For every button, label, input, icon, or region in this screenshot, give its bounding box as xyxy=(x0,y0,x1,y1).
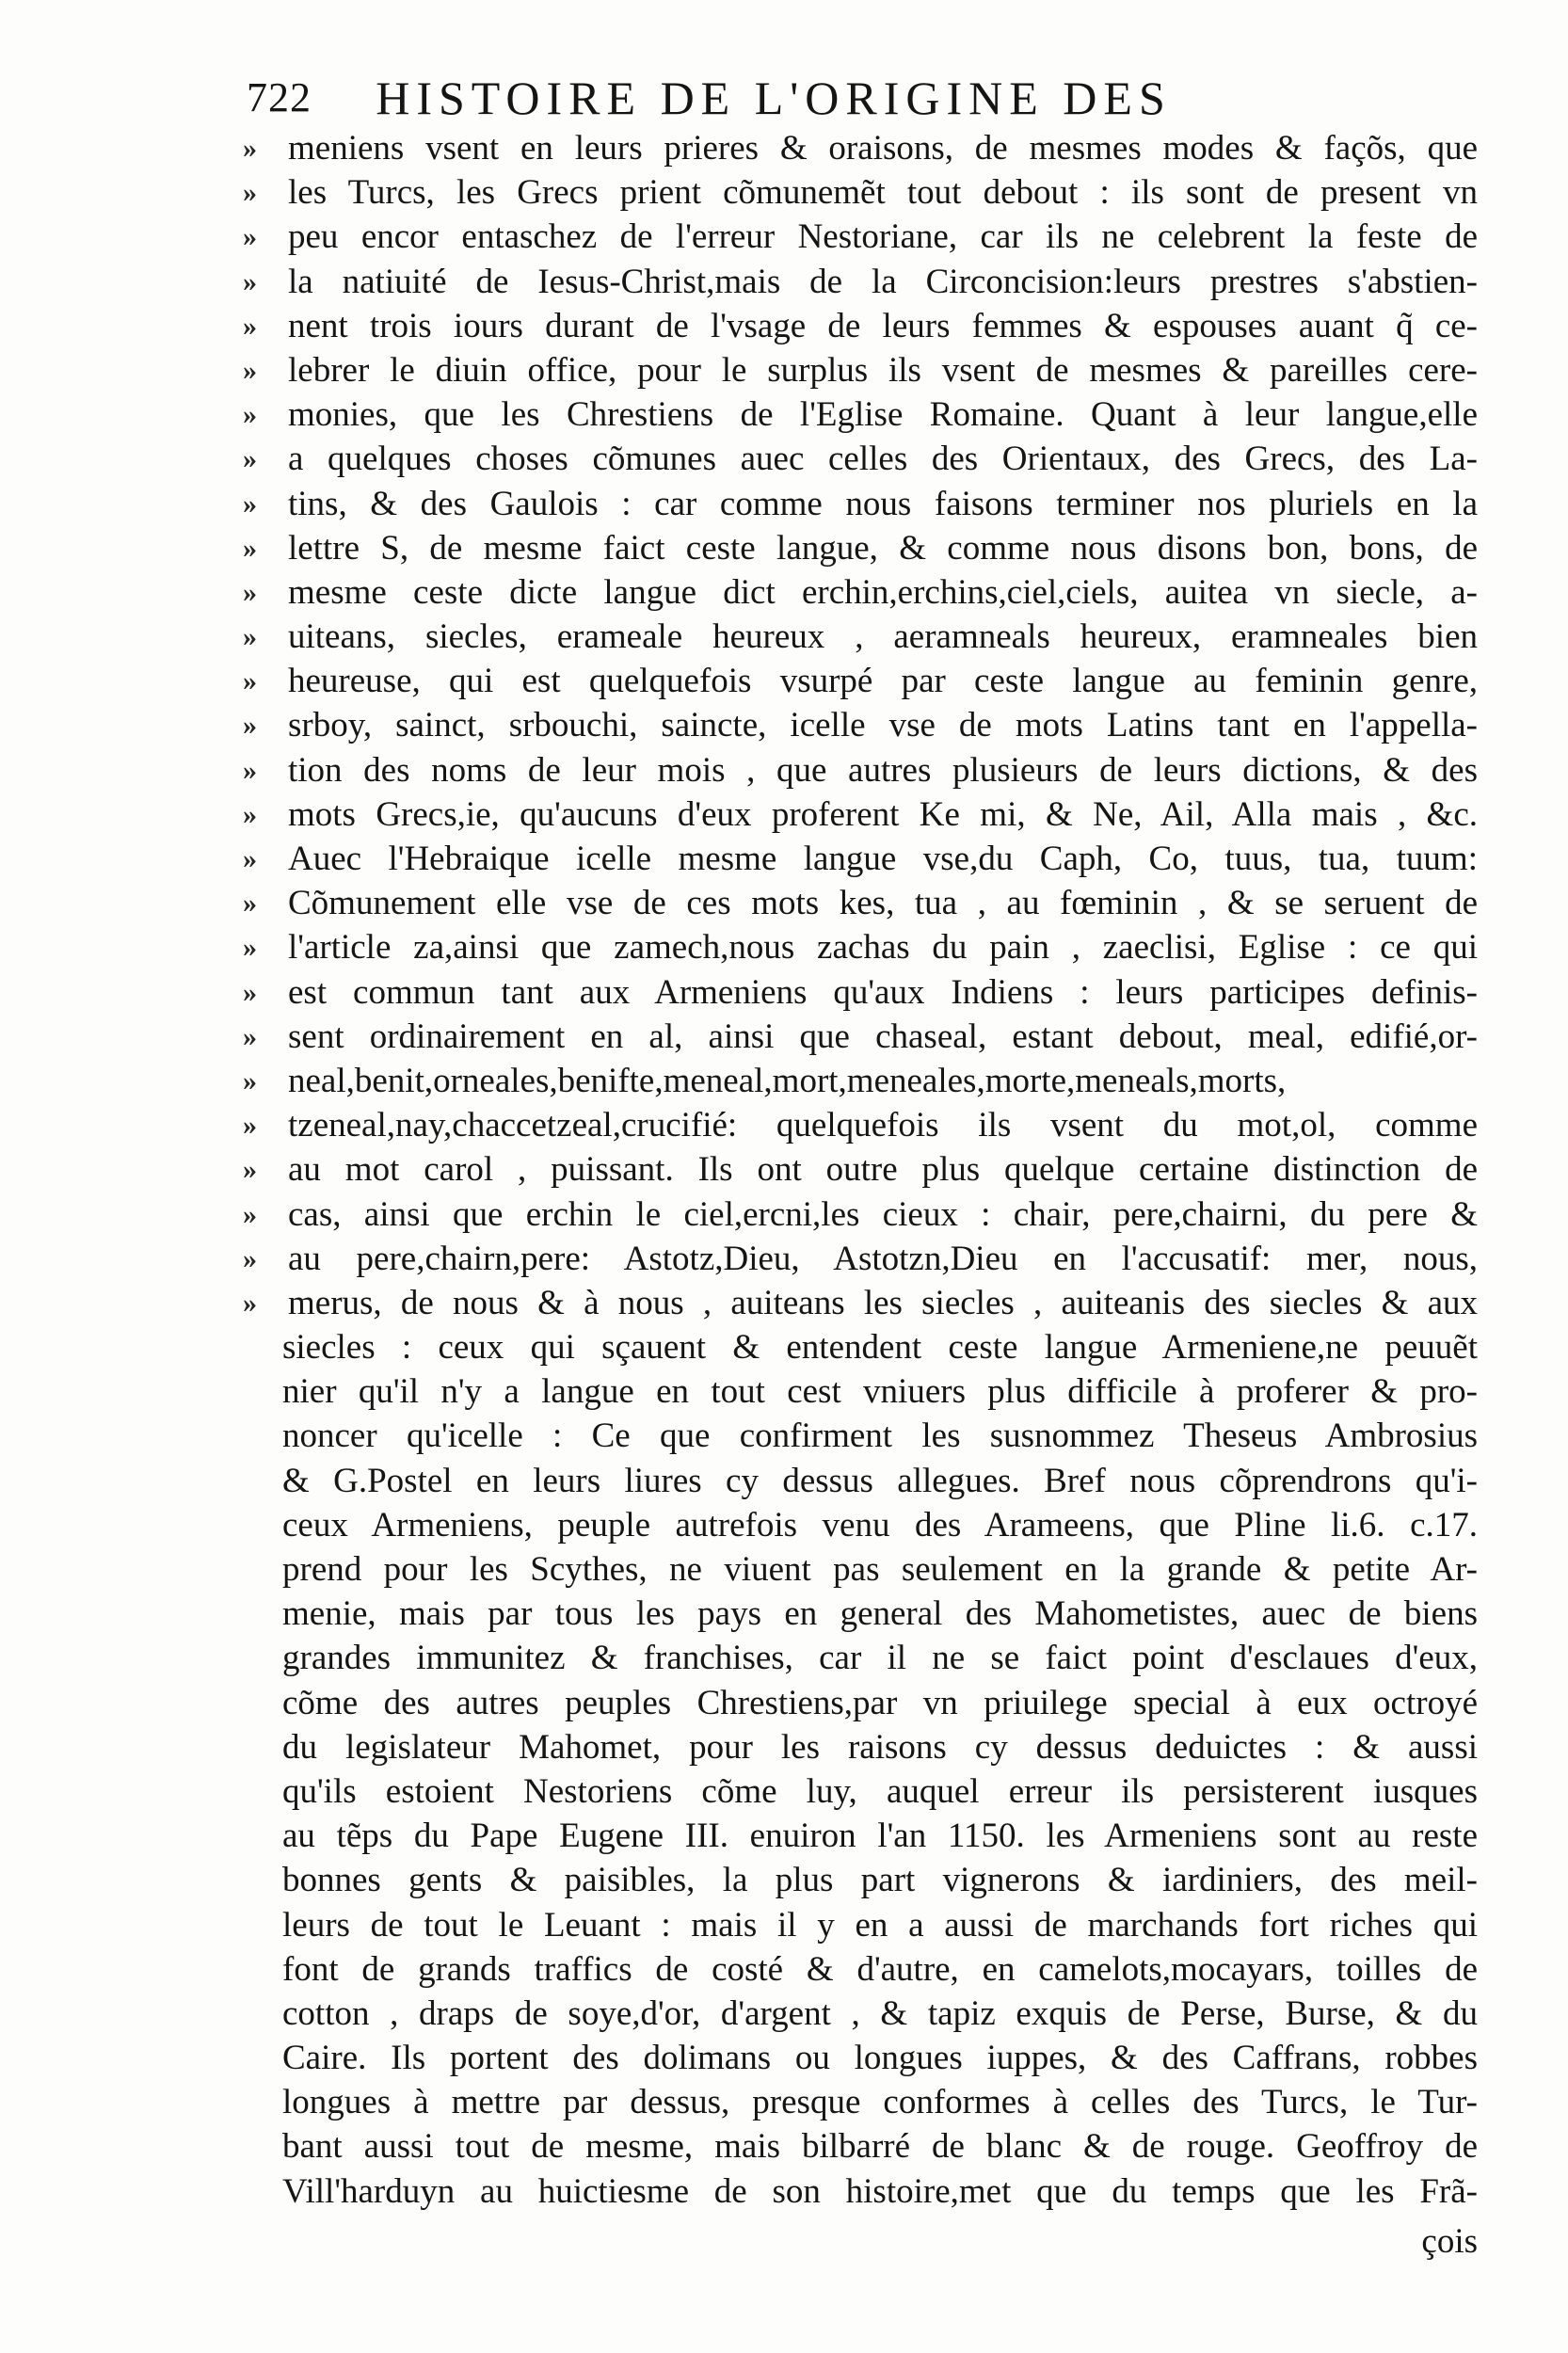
line-text: bonnes gents & paisibles, la plus part vignerons & iardiniers, des meil- xyxy=(282,1861,1478,1900)
line-text: tins, & des Gaulois : car comme nous faisons terminer nos pluriels en la xyxy=(288,484,1478,523)
text-line xyxy=(243,2080,1485,2124)
text-line xyxy=(243,126,1485,170)
text-line xyxy=(243,659,1485,703)
page-number: 722 xyxy=(247,74,312,120)
quotation-mark: » xyxy=(243,221,257,253)
quotation-mark: » xyxy=(243,932,257,964)
text-line xyxy=(243,1636,1485,1680)
text-line xyxy=(243,1015,1485,1059)
text-line xyxy=(243,437,1485,481)
text-line xyxy=(243,837,1485,881)
text-line xyxy=(243,1193,1485,1237)
line-text: merus, de nous & à nous , auiteans les siecles , auiteanis des siecles & aux xyxy=(288,1283,1478,1322)
text-line xyxy=(243,482,1485,526)
quotation-mark: » xyxy=(243,710,257,742)
text-line xyxy=(243,1325,1485,1369)
line-text: a quelques choses cõmunes auec celles des Orientaux, des Grecs, des La- xyxy=(288,440,1478,479)
text-line xyxy=(243,1237,1485,1281)
quotation-mark: » xyxy=(243,354,257,386)
quotation-mark: » xyxy=(243,621,257,653)
text-line xyxy=(243,1903,1485,1947)
quotation-mark: » xyxy=(243,1287,257,1319)
quotation-mark: » xyxy=(243,310,257,342)
quotation-mark: » xyxy=(243,1154,257,1186)
quotation-mark: » xyxy=(243,576,257,608)
text-line xyxy=(243,1414,1485,1458)
line-text: siecles : ceux qui sçauent & entendent ceste langue Armeniene,ne peuuẽt xyxy=(282,1328,1478,1368)
quotation-mark: » xyxy=(243,843,257,874)
text-line xyxy=(243,1369,1485,1414)
line-text: nier qu'il n'y a langue en tout cest vniuers plus difficile à proferer & pro- xyxy=(282,1372,1478,1412)
quotation-mark: » xyxy=(243,888,257,920)
line-text: monies, que les Chrestiens de l'Eglise Romaine. Quant à leur langue,elle xyxy=(288,395,1478,435)
line-text: ceux Armeniens, peuple autrefois venu des Arameens, que Pline li.6. c.17. xyxy=(282,1505,1478,1545)
text-line xyxy=(243,1858,1485,1902)
line-text: grandes immunitez & franchises, car il ne se faict point d'esclaues d'eux, xyxy=(282,1639,1478,1678)
quotation-mark: » xyxy=(243,1242,257,1274)
line-text: les Turcs, les Grecs prient cõmunemẽt tout debout : ils sont de present vn xyxy=(288,173,1478,213)
text-line xyxy=(243,748,1485,792)
line-text: Vill'harduyn au huictiesme de son histoire,met que du temps que les Frã- xyxy=(282,2171,1478,2211)
text-line xyxy=(243,304,1485,348)
body-text xyxy=(243,126,1485,2270)
quotation-mark: » xyxy=(243,798,257,830)
text-line xyxy=(243,348,1485,392)
line-text: srboy, sainct, srbouchi, saincte, icelle vse de mots Latins tant en l'appella- xyxy=(288,706,1478,745)
text-line xyxy=(243,2036,1485,2080)
quotation-mark: » xyxy=(243,976,257,1008)
quotation-mark: » xyxy=(243,399,257,431)
text-line xyxy=(243,1681,1485,1725)
text-line xyxy=(243,570,1485,615)
quotation-mark: » xyxy=(243,754,257,786)
line-text: cõme des autres peuples Chrestiens,par vn priuilege special à eux octroyé xyxy=(282,1683,1478,1722)
text-line xyxy=(243,1992,1485,2036)
text-line xyxy=(243,1059,1485,1103)
quotation-mark: » xyxy=(243,1020,257,1052)
text-line xyxy=(243,1147,1485,1192)
quotation-mark: » xyxy=(243,488,257,520)
catchword-line xyxy=(243,2214,1485,2270)
line-text: Cõmunement elle vse de ces mots kes, tua , au fœminin , & se seruent de xyxy=(288,884,1478,923)
line-text: font de grands traffics de costé & d'autre, en camelots,mocayars, toilles de xyxy=(282,1949,1478,1989)
line-text: mots Grecs,ie, qu'aucuns d'eux proferent Ke mi, & Ne, Ail, Alla mais , &c. xyxy=(288,794,1478,834)
text-line xyxy=(243,392,1485,437)
quotation-mark: » xyxy=(243,133,257,164)
quotation-mark: » xyxy=(243,265,257,297)
line-text: leurs de tout le Leuant : mais il y en a aussi de marchands fort riches qui xyxy=(282,1905,1478,1945)
text-line xyxy=(243,1769,1485,1814)
line-text: noncer qu'icelle : Ce que confirment les susnommez Theseus Ambrosius xyxy=(282,1417,1478,1456)
text-line xyxy=(243,1814,1485,1858)
line-text: cotton , draps de soye,d'or, d'argent , & tapiz exquis de Perse, Burse, & du xyxy=(282,1993,1478,2033)
line-text: peu encor entaschez de l'erreur Nestoriane, car ils ne celebrent la feste de xyxy=(288,217,1478,257)
line-text: au tẽps du Pape Eugene III. enuiron l'an 1150. les Armeniens sont au reste xyxy=(282,1817,1478,1856)
text-line xyxy=(243,215,1485,259)
quotation-mark: » xyxy=(243,443,257,475)
quotation-mark: » xyxy=(243,177,257,209)
line-text: Caire. Ils portent des dolimans ou longues iuppes, & des Caffrans, robbes xyxy=(282,2039,1478,2078)
line-text: menie, mais par tous les pays en general des Mahometistes, auec de biens xyxy=(282,1594,1478,1634)
line-text: la natiuité de Iesus-Christ,mais de la Circoncision:leurs prestres s'abstien- xyxy=(288,262,1478,301)
line-text: l'article za,ainsi que zamech,nous zachas du pain , zaeclisi, Eglise : ce qui xyxy=(288,928,1478,968)
line-text: au mot carol , puissant. Ils ont outre plus quelque certaine distinction de xyxy=(288,1150,1478,1190)
text-line xyxy=(243,881,1485,925)
quotation-mark: » xyxy=(243,665,257,697)
text-line xyxy=(243,1725,1485,1769)
text-line xyxy=(243,1503,1485,1547)
text-line xyxy=(243,792,1485,837)
text-line xyxy=(243,615,1485,659)
line-text: uiteans, siecles, erameale heureux , aeramneals heureux, eramneales bien xyxy=(288,617,1478,657)
line-text: mesme ceste dicte langue dict erchin,erchins,ciel,ciels, auitea vn siecle, a- xyxy=(288,572,1478,612)
line-text: tzeneal,nay,chaccetzeal,crucifié: quelquefois ils vsent du mot,ol, comme xyxy=(288,1106,1478,1145)
text-line xyxy=(243,2124,1485,2169)
line-text: bant aussi tout de mesme, mais bilbarré de blanc & de rouge. Geoffroy de xyxy=(282,2127,1478,2167)
text-line xyxy=(243,170,1485,215)
line-text: lebrer le diuin office, pour le surplus ils vsent de mesmes & pareilles cere- xyxy=(288,350,1478,390)
line-text: lettre S, de mesme faict ceste langue, & comme nous disons bon, bons, de xyxy=(288,528,1478,568)
line-text: & G.Postel en leurs liures cy dessus allegues. Bref nous cõprendrons qu'i- xyxy=(282,1461,1478,1500)
line-text: au pere,chairn,pere: Astotz,Dieu, Astotzn,Dieu en l'accusatif: mer, nous, xyxy=(288,1239,1478,1278)
line-text: est commun tant aux Armeniens qu'aux Indiens : leurs participes definis- xyxy=(288,972,1478,1012)
text-line xyxy=(243,1459,1485,1503)
line-text: cas, ainsi que erchin le ciel,ercni,les cieux : chair, pere,chairni, du pere & xyxy=(288,1194,1478,1234)
text-line xyxy=(243,1547,1485,1592)
catchword: çois xyxy=(1421,2221,1478,2261)
line-text: sent ordinairement en al, ainsi que chaseal, estant debout, meal, edifié,or- xyxy=(288,1016,1478,1056)
line-text: meniens vsent en leurs prieres & oraisons, de mesmes modes & façõs, que xyxy=(288,129,1478,168)
text-line xyxy=(243,925,1485,969)
text-line xyxy=(243,2169,1485,2214)
running-title: HISTOIRE DE L'ORIGINE DES xyxy=(376,72,1172,124)
line-text: prend pour les Scythes, ne viuent pas seulement en la grande & petite Ar- xyxy=(282,1550,1478,1589)
text-line xyxy=(243,1592,1485,1636)
text-line xyxy=(243,1103,1485,1147)
line-text: heureuse, qui est quelquefois vsurpé par ceste langue au feminin genre, xyxy=(288,662,1478,701)
page-header xyxy=(247,70,1282,126)
line-text: Auec l'Hebraique icelle mesme langue vse,du Caph, Co, tuus, tua, tuum: xyxy=(288,840,1478,878)
line-text: nent trois iours durant de l'vsage de leurs femmes & espouses auant q̃ ce- xyxy=(288,306,1478,345)
line-text: qu'ils estoient Nestoriens cõme luy, auquel erreur ils persisterent iusques xyxy=(282,1771,1478,1811)
quotation-mark: » xyxy=(243,532,257,564)
text-line xyxy=(243,260,1485,304)
text-line xyxy=(243,970,1485,1015)
quotation-mark: » xyxy=(243,1198,257,1230)
text-line xyxy=(243,1281,1485,1325)
line-text: tion des noms de leur mois , que autres plusieurs de leurs dictions, & des xyxy=(288,750,1478,790)
text-line xyxy=(243,1947,1485,1992)
line-text: neal,benit,orneales,benifte,meneal,mort,meneales,morte,meneals,morts, xyxy=(288,1061,1287,1100)
quotation-mark: » xyxy=(243,1064,257,1096)
line-text: longues à mettre par dessus, presque conformes à celles des Turcs, le Tur- xyxy=(282,2083,1478,2122)
line-text: du legislateur Mahomet, pour les raisons cy dessus deduictes : & aussi xyxy=(282,1727,1478,1767)
quotation-mark: » xyxy=(243,1110,257,1142)
text-line xyxy=(243,526,1485,570)
text-line xyxy=(243,703,1485,747)
